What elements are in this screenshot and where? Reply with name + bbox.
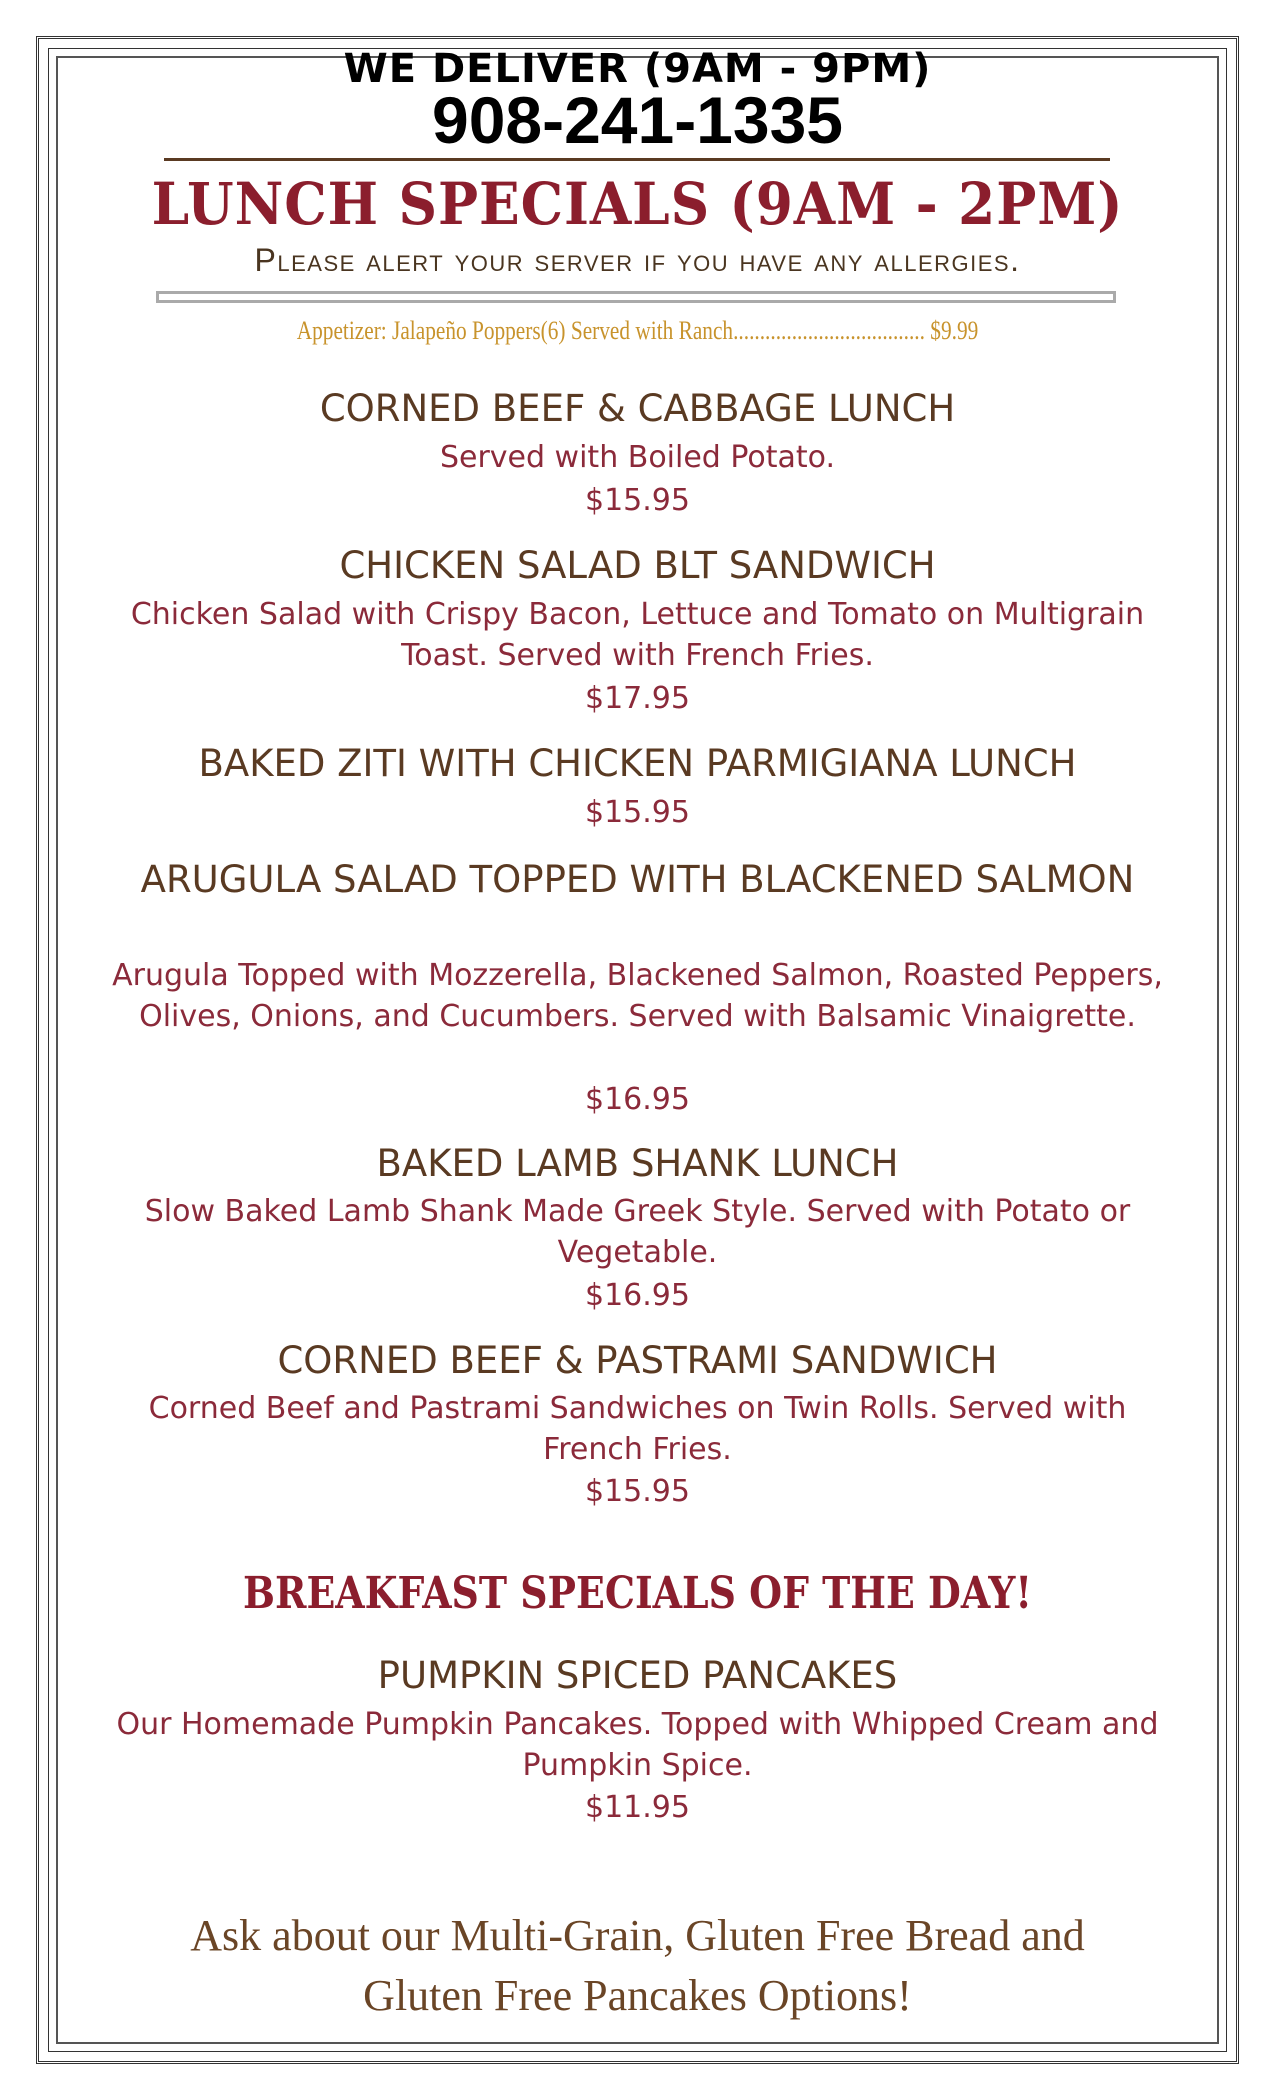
menu-item-description: Chicken Salad with Crispy Bacon, Lettuce and Tomato on Multigrain Toast. Served with French Fries. bbox=[130, 597, 1145, 673]
header-divider bbox=[164, 158, 1110, 161]
menu-item-description: Served with Boiled Potato. bbox=[439, 440, 836, 475]
menu-item-price: $16.95 bbox=[585, 1278, 690, 1313]
menu-item-description: Arugula Topped with Mozzerella, Blackened Salmon, Roasted Peppers, Olives, Onions, and Cucumbers. Served with Balsamic Vinaigrette. bbox=[112, 958, 1163, 1034]
menu-item-price: $11.95 bbox=[585, 1790, 690, 1825]
menu-item-title: CHICKEN SALAD BLT SANDWICH bbox=[339, 544, 936, 587]
menu-item-title: CORNED BEEF & PASTRAMI SANDWICH bbox=[277, 1339, 998, 1382]
menu-item-price: $15.95 bbox=[585, 795, 690, 830]
gluten-free-notice-line-1: Ask about our Multi-Grain, Gluten Free Bread and bbox=[190, 1911, 1085, 1960]
menu-item-description: Slow Baked Lamb Shank Made Greek Style. Served with Potato or Vegetable. bbox=[144, 1194, 1131, 1270]
menu-item-price: $17.95 bbox=[585, 681, 690, 716]
phone-number: 908-241-1335 bbox=[431, 83, 844, 157]
menu-item-title: PUMPKIN SPICED PANCAKES bbox=[377, 1654, 898, 1697]
menu-item-title: BAKED LAMB SHANK LUNCH bbox=[376, 1142, 899, 1185]
menu-item-price: $16.95 bbox=[585, 1082, 690, 1117]
breakfast-specials-title: BREAKFAST SPECIALS OF THE DAY! bbox=[243, 1568, 1032, 1619]
menu-item-title: ARUGULA SALAD TOPPED WITH BLACKENED SALMON bbox=[140, 858, 1135, 901]
allergy-divider bbox=[156, 291, 1116, 303]
menu-item-price: $15.95 bbox=[585, 1474, 690, 1509]
allergy-notice: Please alert your server if you have any allergies. bbox=[254, 242, 1021, 278]
menu-item-description: Corned Beef and Pastrami Sandwiches on Twin Rolls. Served with French Fries. bbox=[148, 1391, 1127, 1467]
appetizer-line: Appetizer: Jalapeño Poppers(6) Served with Ranch.................................... $9.99 bbox=[296, 316, 979, 345]
lunch-specials-title: LUNCH SPECIALS (9AM - 2PM) bbox=[151, 170, 1124, 238]
menu-item-title: CORNED BEEF & CABBAGE LUNCH bbox=[319, 387, 956, 430]
gluten-free-notice bbox=[80, 1906, 1195, 2026]
menu-item-description: Our Homemade Pumpkin Pancakes. Topped with Whipped Cream and Pumpkin Spice. bbox=[116, 1707, 1159, 1783]
gluten-free-notice-line-2: Gluten Free Pancakes Options! bbox=[363, 1971, 912, 2020]
menu-item-price: $15.95 bbox=[585, 483, 690, 518]
delivery-hours: WE DELIVER (9AM - 9PM) bbox=[343, 46, 932, 92]
menu-item-title: BAKED ZITI WITH CHICKEN PARMIGIANA LUNCH bbox=[198, 742, 1077, 785]
